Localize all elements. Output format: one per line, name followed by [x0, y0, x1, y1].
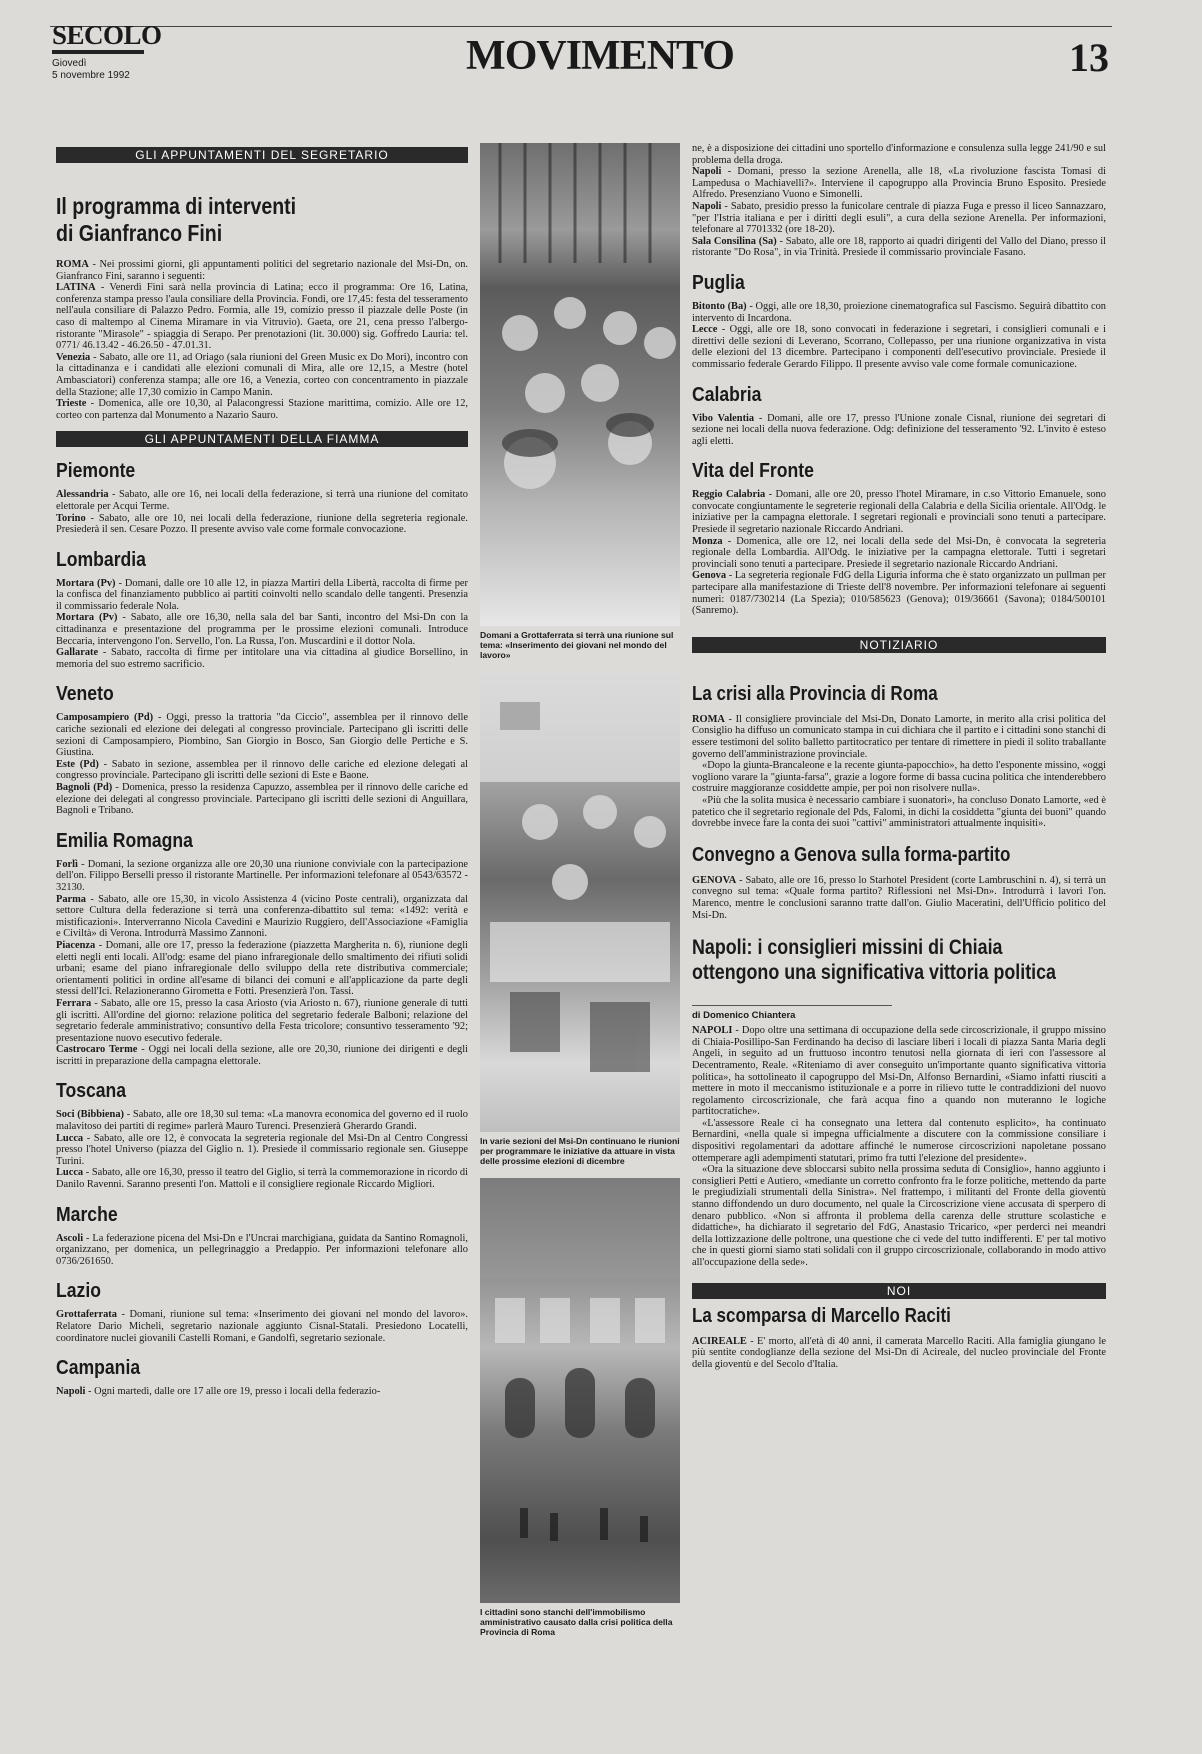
- region-heading: Campania: [56, 1357, 141, 1380]
- photo-young-people-illustration: [480, 143, 680, 626]
- masthead-date: [52, 58, 130, 82]
- photo-meeting-illustration: [480, 672, 680, 1132]
- photo-palazzo-illustration: [480, 1178, 680, 1603]
- article-paragraph: NAPOLI - Dopo oltre una settimana di occupazione della sede circoscrizionale, il gruppo missino di Chiaia-Posillipo-San Ferdinando ha deciso di lasciare liberi i locali di piazza Santa Maria degli Angeli, in seguito ad un fruttuoso incontro tenutosi nella giornata di ieri con l'assessore al Decentramento, Reale. «Riteniamo di aver conseguito un'importante quanto significativa vittoria politica», ha sottolineato il capogruppo del Msi-Dn, Alfonso Bernardini, «Siamo infatti riusciti a mettere in moto il meccanismo istituzionale e a porre in rilievo tutte le contraddizioni del nuovo regolamento circoscrizionale, che farà acqua fino a quando non muteranno le logiche partitocratiche».: [692, 1025, 1106, 1118]
- headline-napoli: Napoli: i consiglieri missini di Chiaia ottengono una significativa vittoria politica: [692, 936, 1056, 985]
- region-heading: Emilia Romagna: [56, 829, 193, 852]
- headline-crisi: La crisi alla Provincia di Roma: [692, 682, 938, 705]
- region-heading: Lombardia: [56, 548, 146, 571]
- listing-item: Lecce - Oggi, alle ore 18, sono convocati in federazione i segretari, i consiglieri comunali e i direttivi delle sezioni di Leverano, Scorrano, Collepasso, per una riunione organizzativa in vista delle elezioni del 13 dicembre. Partecipano i componenti dell'esecutivo provinciale. Presiede il commissario federale Gerardo Filippo. Il presente avviso vale come formale comunicazione.: [692, 324, 1106, 370]
- top-rule: [50, 26, 1112, 27]
- listing-item: Parma - Sabato, alle ore 15,30, in vicolo Assistenza 4 (vicino Poste centrali), organizzata dal settore Cultura della federazione si terrà una conferenza-dibattito sul tema: «1492: verità e mistificazioni». Interverranno Nicola Cavedini e Maurizio Ruggiero, dell'Associazione «Famiglia e Civiltà» di Verona. Introdurrà Massimo Zannoni.: [56, 893, 468, 940]
- listing-item: Reggio Calabria - Domani, alle ore 20, presso l'hotel Miramare, in c.so Vittorio Emanuele, sono convocate congiuntamente le segreterie regionali della Calabria e della Sicilia orientale. All'Odg. le iniziative per la campagna elettorale. I segretari regionali e provinciali sono tenuti a partecipare. Presiede il segretario nazionale Riccardo Andriani.: [692, 489, 1106, 536]
- article-paragraph: «Ora la situazione deve sbloccarsi subito nella prossima seduta di Consiglio», hanno aggiunto i consiglieri Petti e Autiero, «mediante un corretto confronto fra le forze politiche, mettendo da parte le pregiudiziali strumentali della Sinistra». Nel frattempo, i militanti del Fronte della gioventù stanno diffondendo un duro documento, nel quale la Circoscrizione viene accusata di sperpero di denaro pubblico. «Non si affronta il problema della carenza delle strutture scolastiche e didattiche», ha dichiarato il segretario del FdG, Anastasio Tricarico, «per perderci nei meandri della lottizzazione delle poltrone, una questione che ci vede del tutto indifferenti. E' per tal motivo che in questi giorni siamo stati solidali con il gruppo circoscrizionale, collaborando in modo attivo all'occupazione della sede».: [692, 1164, 1106, 1268]
- headline-raciti: La scomparsa di Marcello Raciti: [692, 1304, 951, 1327]
- listing-item: Bitonto (Ba) - Oggi, alle ore 18,30, proiezione cinematografica sul Fascismo. Seguirà dibattito con intervento di Incardona.: [692, 300, 1106, 324]
- listing-item: Monza - Domenica, alle ore 12, nei locali della sede del Msi-Dn, è convocata la segreteria regionale della Lombardia. All'Odg. le iniziative per la campagna elettorale. Tutti i segretari provinciali sono tenuti a partecipare. Presiede il segretario nazionale Riccardo Andriani.: [692, 535, 1106, 570]
- article-paragraph: «Più che la solita musica è necessario cambiare i suonatori», ha concluso Donato Lamorte, «ed è patetico che il segretario regionale del Pds, Falomi, in dichi la cosiddetta "giunta dei buoni" quando dovrebbe invece fare la conta dei suoi "cattivi" amministratori attualmente inquisiti».: [692, 794, 1106, 830]
- region-heading: Calabria: [692, 383, 762, 406]
- listing-item: ne, è a disposizione dei cittadini uno sportello d'informazione e consulenza sulla legge 241/90 e sul problema della droga.: [692, 143, 1106, 166]
- headline-convegno: Convegno a Genova sulla forma-partito: [692, 843, 1011, 866]
- photo-palazzo: [480, 1178, 680, 1603]
- listing-item: Ferrara - Sabato, alle ore 15, presso la casa Ariosto (via Ariosto n. 67), riunione generale di tutti gli iscritti. All'ordine del giorno: relazione politica del segretario federale Balboni; relazione del segretario federale amministrativo; consuntivo della Festa tricolore; consuntivo tesseramento '92; presentazione nuovo esecutivo federale.: [56, 997, 468, 1044]
- listing-item: Napoli - Ogni martedì, dalle ore 17 alle ore 19, presso i locali della federazio-: [56, 1386, 381, 1398]
- headline-fini: Il programma di interventi di Gianfranco Fini: [56, 193, 297, 246]
- column-photos: [480, 143, 680, 1649]
- listing-item: Lucca - Sabato, alle ore 16,30, presso il teatro del Giglio, si terrà la commemorazione in ricordo di Danilo Ravenni. Saranno presenti l'on. Mattoli e il consigliere regionale Riccardo Migliori.: [56, 1167, 468, 1191]
- listing-item: Grottaferrata - Domani, riunione sul tema: «Inserimento dei giovani nel mondo del lavoro». Relatore Dario Micheli, segretario nazionale aggiunto Cisnal-Statali. Presiedono Locatelli, coordinatore nuclei giovanili Castelli Romani, e Gandolfi, segretario sezionale.: [56, 1309, 468, 1344]
- section-bar-noi: NOI: [692, 1283, 1106, 1299]
- issue-date: 5 novembre 1992: [52, 70, 130, 81]
- listing-item: Sala Consilina (Sa) - Sabato, alle ore 18, rapporto ai quadri dirigenti del Vallo del Diano, presso il ristorante "Do Rosa", in via Trinità. Presiede il commissario provinciale Fasano.: [692, 235, 1106, 259]
- article-paragraph: Venezia - Sabato, alle ore 11, ad Oriago (sala riunioni del Green Music ex Do Mori), incontro con la cittadinanza e i candidati alle elezioni comunali di Mira, alle ore 12,15, a Mestre (hotel Ambasciatori) conferenza stampa; alle ore 16, a Venezia, corteo con concentramento in piazzale della Stazione; alle 17,30 comizio in Campo Manin.: [56, 351, 468, 398]
- listing-item: Genova - La segreteria regionale FdG della Liguria informa che è stato organizzato un pullman per partecipare alla manifestazione di Trieste dell'8 novembre. Per informazioni telefonare ai seguenti numeri: 0187/730214 (La Spezia); 010/585623 (Genova); 019/36661 (Savona); 0184/500101 (Sanremo).: [692, 570, 1106, 617]
- listing-item: Napoli - Domani, presso la sezione Arenella, alle 18, «La rivoluzione fascista Tomasi di Lampedusa o Machiavelli?». Interviene il capogruppo alla Provincia Bruno Esposito. Presiede Alfredo. Presenziano Vuono e Simonelli.: [692, 166, 1106, 201]
- article-paragraph: «Dopo la giunta-Brancaleone e la recente giunta-papocchio», ha detto l'esponente missino, «oggi vogliono varare la "giunta-farsa", grazie a logore forme di bassa cucina politica che intenderebbero costruire maggioranze cosiddette ampie, per poi non risolvere nulla».: [692, 760, 1106, 795]
- article-paragraph: GENOVA - Sabato, alle ore 16, presso lo Starhotel President (corte Lambruschini n. 4), si terrà un convegno sul tema: «Quale forma partito? Riflessioni nel Msi-Dn». Introdurrà i lavori l'on. Marenco, mentre le conclusioni saranno tratte dall'on. Giulio Maceratini, dell'Ufficio politico del Msi-Dn.: [692, 874, 1106, 921]
- article-paragraph: «L'assessore Reale ci ha consegnato una lettera dal contenuto esplicito», ha continuato Bernardini, «nella quale si impegna ufficialmente a discutere con la commissione consiliare i dispositivi regolamentari da adottare affinché le numerose circoscrizioni napoletane possano ottemperare agli adempimenti statutari, primo fra tutti l'elezione del presidente».: [692, 1117, 1106, 1164]
- masthead-rule: [52, 50, 144, 54]
- listing-item: Lucca - Sabato, alle ore 12, è convocata la segreteria regionale del Msi-Dn al Centro Congressi presso l'hotel Universo (piazza del Giglio n. 1). Presiede il commissario regionale sen. Giuseppe Turini.: [56, 1132, 468, 1167]
- region-heading: Toscana: [56, 1080, 127, 1103]
- region-heading: Lazio: [56, 1280, 101, 1303]
- section-bar-fiamma: GLI APPUNTAMENTI DELLA FIAMMA: [56, 431, 468, 447]
- listing-item: Napoli - Sabato, presidio presso la funicolare centrale di piazza Fuga e presso il liceo Sannazzaro, "per l'Istria italiana e per i diritti degli esuli", a cura della sezione Arenella. Per informazioni, telefonare al 7701332 (ore 18-20).: [692, 200, 1106, 236]
- listing-item: Piacenza - Domani, alle ore 17, presso la federazione (piazzetta Margherita n. 6), riunione degli eletti negli enti locali. All'odg: esame del piano infraregionale dello smaltimento dei rifiuti solidi urbani; esame del piano infraregionale dello sviluppo della rete distributiva commerciale; orientamenti politici in ordine all'esame di bilanci dei comuni e all'applicazione da parte degli stessi dell'Ici. Relazioneranno Girometta e Fotti. Presenzierà l'on. Tassi.: [56, 939, 468, 998]
- listing-item: Ascoli - La federazione picena del Msi-Dn e l'Uncrai marchigiana, guidata da Santino Romagnoli, organizzano, per domenica, un pellegrinaggio a Predappio. Per informazioni telefonare allo 0736/261650.: [56, 1232, 468, 1267]
- listing-item: Gallarate - Sabato, raccolta di firme per intitolare una via cittadina al giudice Borsellino, in memoria del suo estremo sacrificio.: [56, 647, 468, 670]
- byline: di Domenico Chiantera: [692, 1005, 892, 1021]
- listing-item: Castrocaro Terme - Oggi nei locali della sezione, alle ore 20,30, riunione dei dirigenti e degli iscritti in preparazione della campagna elettorale.: [56, 1044, 468, 1067]
- article-paragraph: ROMA - Nei prossimi giorni, gli appuntamenti politici del segretario nazionale del Msi-Dn, on. Gianfranco Fini, saranno i seguenti:: [56, 259, 468, 282]
- photo-caption: I cittadini sono stanchi dell'immobilismo amministrativo causato dalla crisi politica della Provincia di Roma: [480, 1607, 673, 1637]
- listing-item: Mortara (Pv) - Domani, dalle ore 10 alle 12, in piazza Martiri della Libertà, raccolta di firme per la confisca del finanziamento pubblico ai partiti coinvolti nello scandalo delle tangenti. Presenzia il commissario federale Nola.: [56, 577, 468, 612]
- photo-meeting: [480, 672, 680, 1132]
- listing-item: Este (Pd) - Sabato in sezione, assemblea per il rinnovo delle cariche ed elezione delegati al congresso provinciale. Partecipano gli iscritti delle sezioni di Este e Baone.: [56, 758, 468, 782]
- region-heading: Vita del Fronte: [692, 460, 814, 483]
- section-bar-notiziario: NOTIZIARIO: [692, 637, 1106, 653]
- region-heading: Marche: [56, 1203, 118, 1226]
- region-heading: Piemonte: [56, 460, 136, 483]
- page-number: 13: [1069, 35, 1109, 80]
- section-title: MOVIMENTO: [466, 33, 734, 79]
- listing-item: Vibo Valentia - Domani, alle ore 17, presso l'Unione zonale Cisnal, riunione dei segretari di sezione nei locali della nuova federazione. Odg: definizione del tesseramento '92. L'invito è esteso agli eletti.: [692, 412, 1107, 447]
- listing-item: Bagnoli (Pd) - Domenica, presso la residenza Capuzzo, assemblea per il rinnovo delle cariche ed elezione dei delegati al congresso provinciale. Partecipano gli iscritti delle sezioni di Anguillara, Bagnoli e Tribano.: [56, 782, 468, 817]
- listing-item: Soci (Bibbiena) - Sabato, alle ore 18,30 sul tema: «La manovra economica del governo ed il ruolo malavitoso dei partiti di regime» parlerà Mauro Turenci. Presenzierà Gherardo Grandi.: [56, 1109, 468, 1133]
- region-heading: Puglia: [692, 271, 745, 294]
- listing-item: Camposampiero (Pd) - Oggi, presso la trattoria "da Ciccio", assemblea per il rinnovo delle cariche sezionali ed elezione dei delegati al congresso provinciale. Partecipano gli iscritti delle sezioni di Camposampiero, Piombino, San Giorgio in Bosco, San Giorgio delle Pertiche e S. Giustina.: [56, 712, 468, 759]
- masthead-logo: SECOLO: [52, 20, 162, 50]
- photo-caption: Domani a Grottaferrata si terrà una riunione sul tema: «Inserimento dei giovani nel mondo del lavoro»: [480, 630, 674, 660]
- article-paragraph: ROMA - Il consigliere provinciale del Msi-Dn, Donato Lamorte, in merito alla crisi politica del Consiglio ha diffuso un comunicato stampa in cui dichiara che il partito e i cittadini sono stanchi di essere testimoni del solito balletto partitocratico per tentare di rimettere in piedi il solito traballante governo dell'amministrazione provinciale.: [692, 713, 1106, 760]
- region-heading: Veneto: [56, 683, 114, 706]
- column-left: [56, 143, 468, 1398]
- listing-item: Mortara (Pv) - Sabato, alle ore 16,30, nella sala del bar Santi, incontro del Msi-Dn con la cittadinanza e presentazione del programma per le prossime elezioni comunali. Introduce Beccaria, intervengono l'on. Servello, l'on. La Russa, l'on. Muscardini e il dottor Nola.: [56, 612, 468, 647]
- article-paragraph: ACIREALE - E' morto, all'età di 40 anni, il camerata Marcello Raciti. Alla famiglia giungano le più sentite condoglianze della sezione del Msi-Dn di Acireale, del nucleo provinciale del Fronte della gioventù e del Secolo d'Italia.: [692, 1335, 1106, 1370]
- article-paragraph: Trieste - Domenica, alle ore 10,30, al Palacongressi Stazione marittima, comizio. Alle ore 12, corteo con partenza dal Monumento a Nazario Sauro.: [56, 398, 468, 421]
- article-paragraph: LATINA - Venerdì Fini sarà nella provincia di Latina; ecco il programma: Ore 16, Latina, conferenza stampa presso l'aula consiliare della Provincia. Fondi, ore 17,45: festa del tesseramento nell'aula consiliare di Palazzo Pedro. Formia, alle 19, comizio presso il piazzale delle Poste (in caso di maltempo al Cinema Miramare in via Vitruvio). Gaeta, ore 21, cena presso l'albergo-ristorante "Mirasole" - spiaggia di Serapo. Per prenotazioni (lit. 30.000) sig. Goffredo Lauria: tel. 0771/ 46.13.42 - 46.26.50 - 47.01.31.: [56, 282, 468, 352]
- photo-caption: In varie sezioni del Msi-Dn continuano le riunioni per programmare le iniziative da attuare in vista delle prossime elezioni di dicembre: [480, 1136, 680, 1166]
- column-right: [692, 143, 1106, 1370]
- listing-item: Forlì - Domani, la sezione organizza alle ore 20,30 una riunione conviviale con la partecipazione dell'on. Filippo Berselli presso il ristorante Martinelle. Per informazioni telefonare al 0543/63572 - 32130.: [56, 858, 468, 893]
- section-bar-segretario: GLI APPUNTAMENTI DEL SEGRETARIO: [56, 147, 468, 163]
- photo-young-people: [480, 143, 680, 626]
- listing-item: Torino - Sabato, alle ore 10, nei locali della federazione, riunione della segreteria regionale. Presiederà il sen. Cesare Pozzo. Il presente avviso vale come formale convocazione.: [56, 512, 468, 536]
- issue-day: Giovedì: [52, 58, 87, 69]
- listing-item: Alessandria - Sabato, alle ore 16, nei locali della federazione, si terrà una riunione del comitato elettorale per Acqui Terme.: [56, 489, 468, 512]
